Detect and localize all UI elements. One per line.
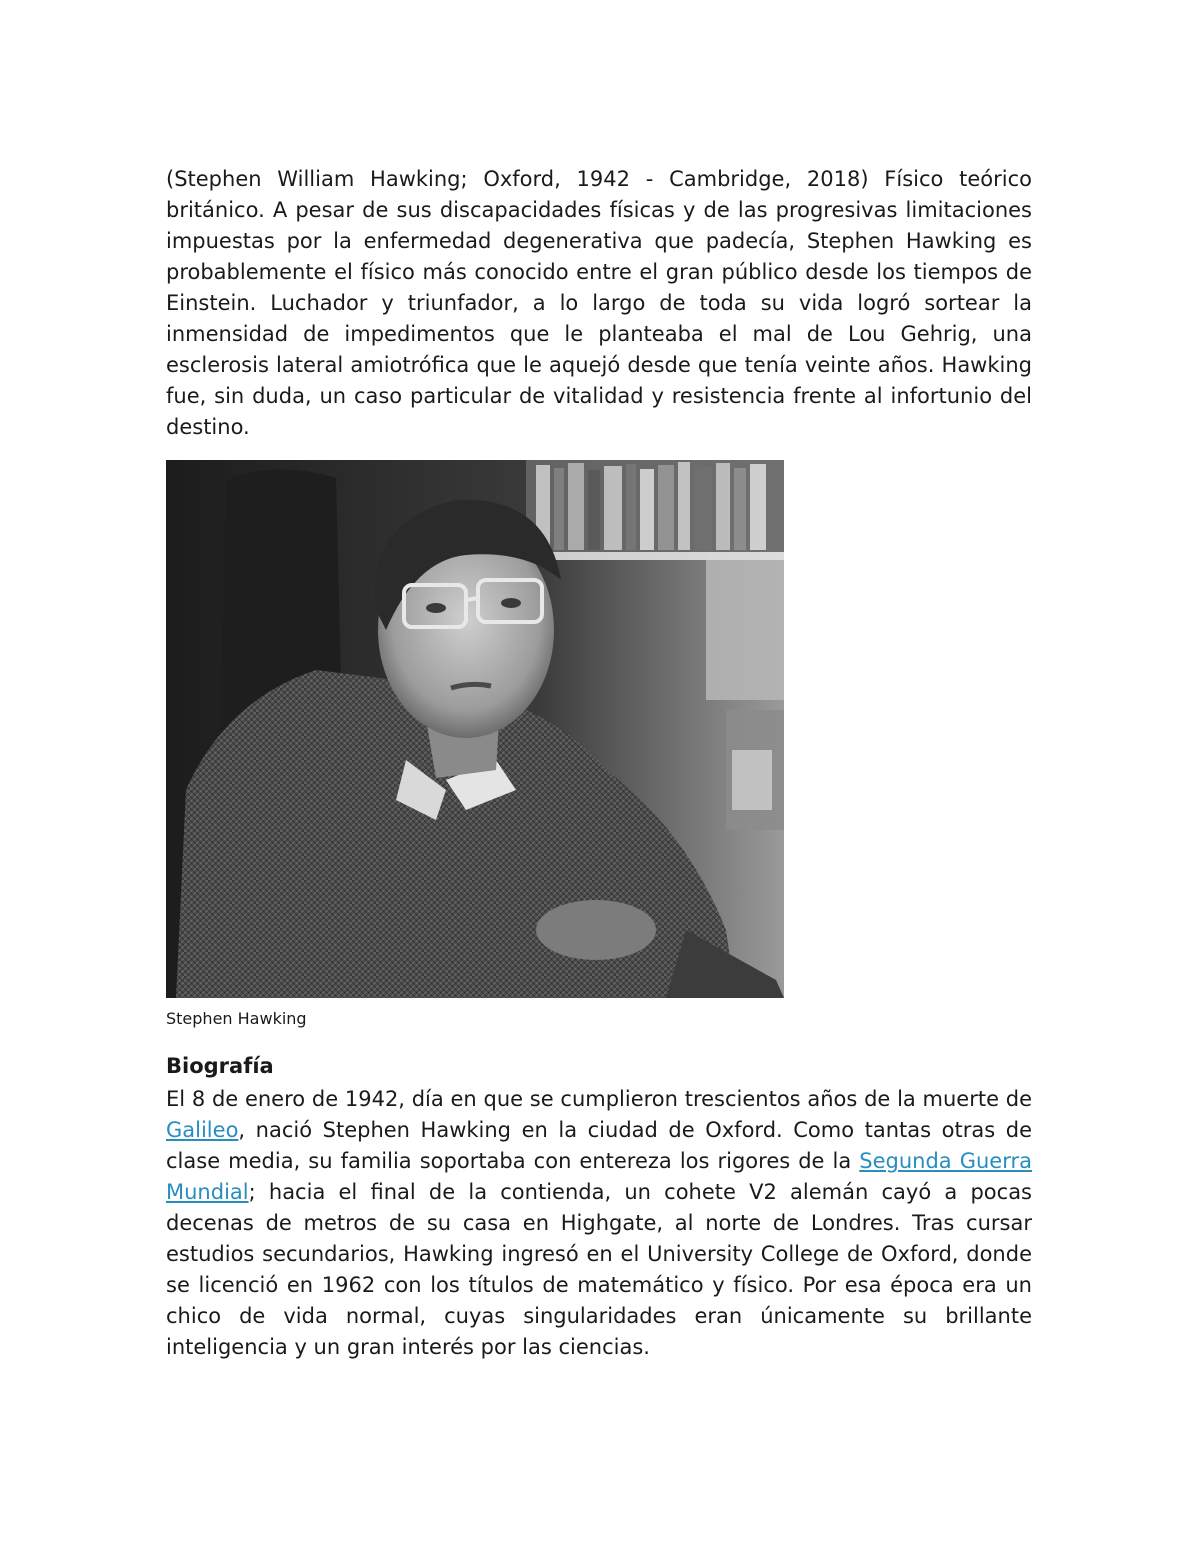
biography-text-3: ; hacia el final de la contienda, un cohete V2 alemán cayó a pocas decenas de metros de su casa en Highgate, al norte de Londres. Tras cursar estudios secundarios, Hawking ingresó en el University College de Oxford, donde se licenció en 1962 con los títulos de matemático y físico. Por esa época era un chico de vida normal, cuyas singularidades eran únicamente su brillante inteligencia y un gran interés por las ciencias. xyxy=(166,1180,1032,1359)
intro-paragraph xyxy=(166,164,1032,443)
photo-caption: Stephen Hawking xyxy=(166,1009,307,1028)
biography-paragraph xyxy=(166,1084,1032,1363)
intro-text: (Stephen William Hawking; Oxford, 1942 - Cambridge, 2018) Físico teórico británico. A pesar de sus discapacidades físicas y de las progresivas limitaciones impuestas por la enfermedad degenerativa que padecía, Stephen Hawking es probablemente el físico más conocido entre el gran público desde los tiempos de Einstein. Luchador y triunfador, a lo largo de toda su vida logró sortear la inmensidad de impedimentos que le planteaba el mal de Lou Gehrig, una esclerosis lateral amiotrófica que le aquejó desde que tenía veinte años. Hawking fue, sin duda, un caso particular de vitalidad y resistencia frente al infortunio del destino. xyxy=(166,167,1032,439)
biography-text-1: El 8 de enero de 1942, día en que se cumplieron trescientos años de la muerte de xyxy=(166,1087,1032,1111)
portrait-photo xyxy=(166,460,784,998)
biography-text-2: , nació Stephen Hawking en la ciudad de Oxford. Como tantas otras de clase media, su familia soportaba con entereza los rigores de la xyxy=(166,1118,1032,1173)
segunda-guerra-mundial-link[interactable]: Segunda Guerra Mundial xyxy=(166,1149,1032,1204)
section-heading: Biografía xyxy=(166,1054,274,1078)
galileo-link[interactable]: Galileo xyxy=(166,1118,239,1142)
portrait-illustration xyxy=(166,460,784,998)
